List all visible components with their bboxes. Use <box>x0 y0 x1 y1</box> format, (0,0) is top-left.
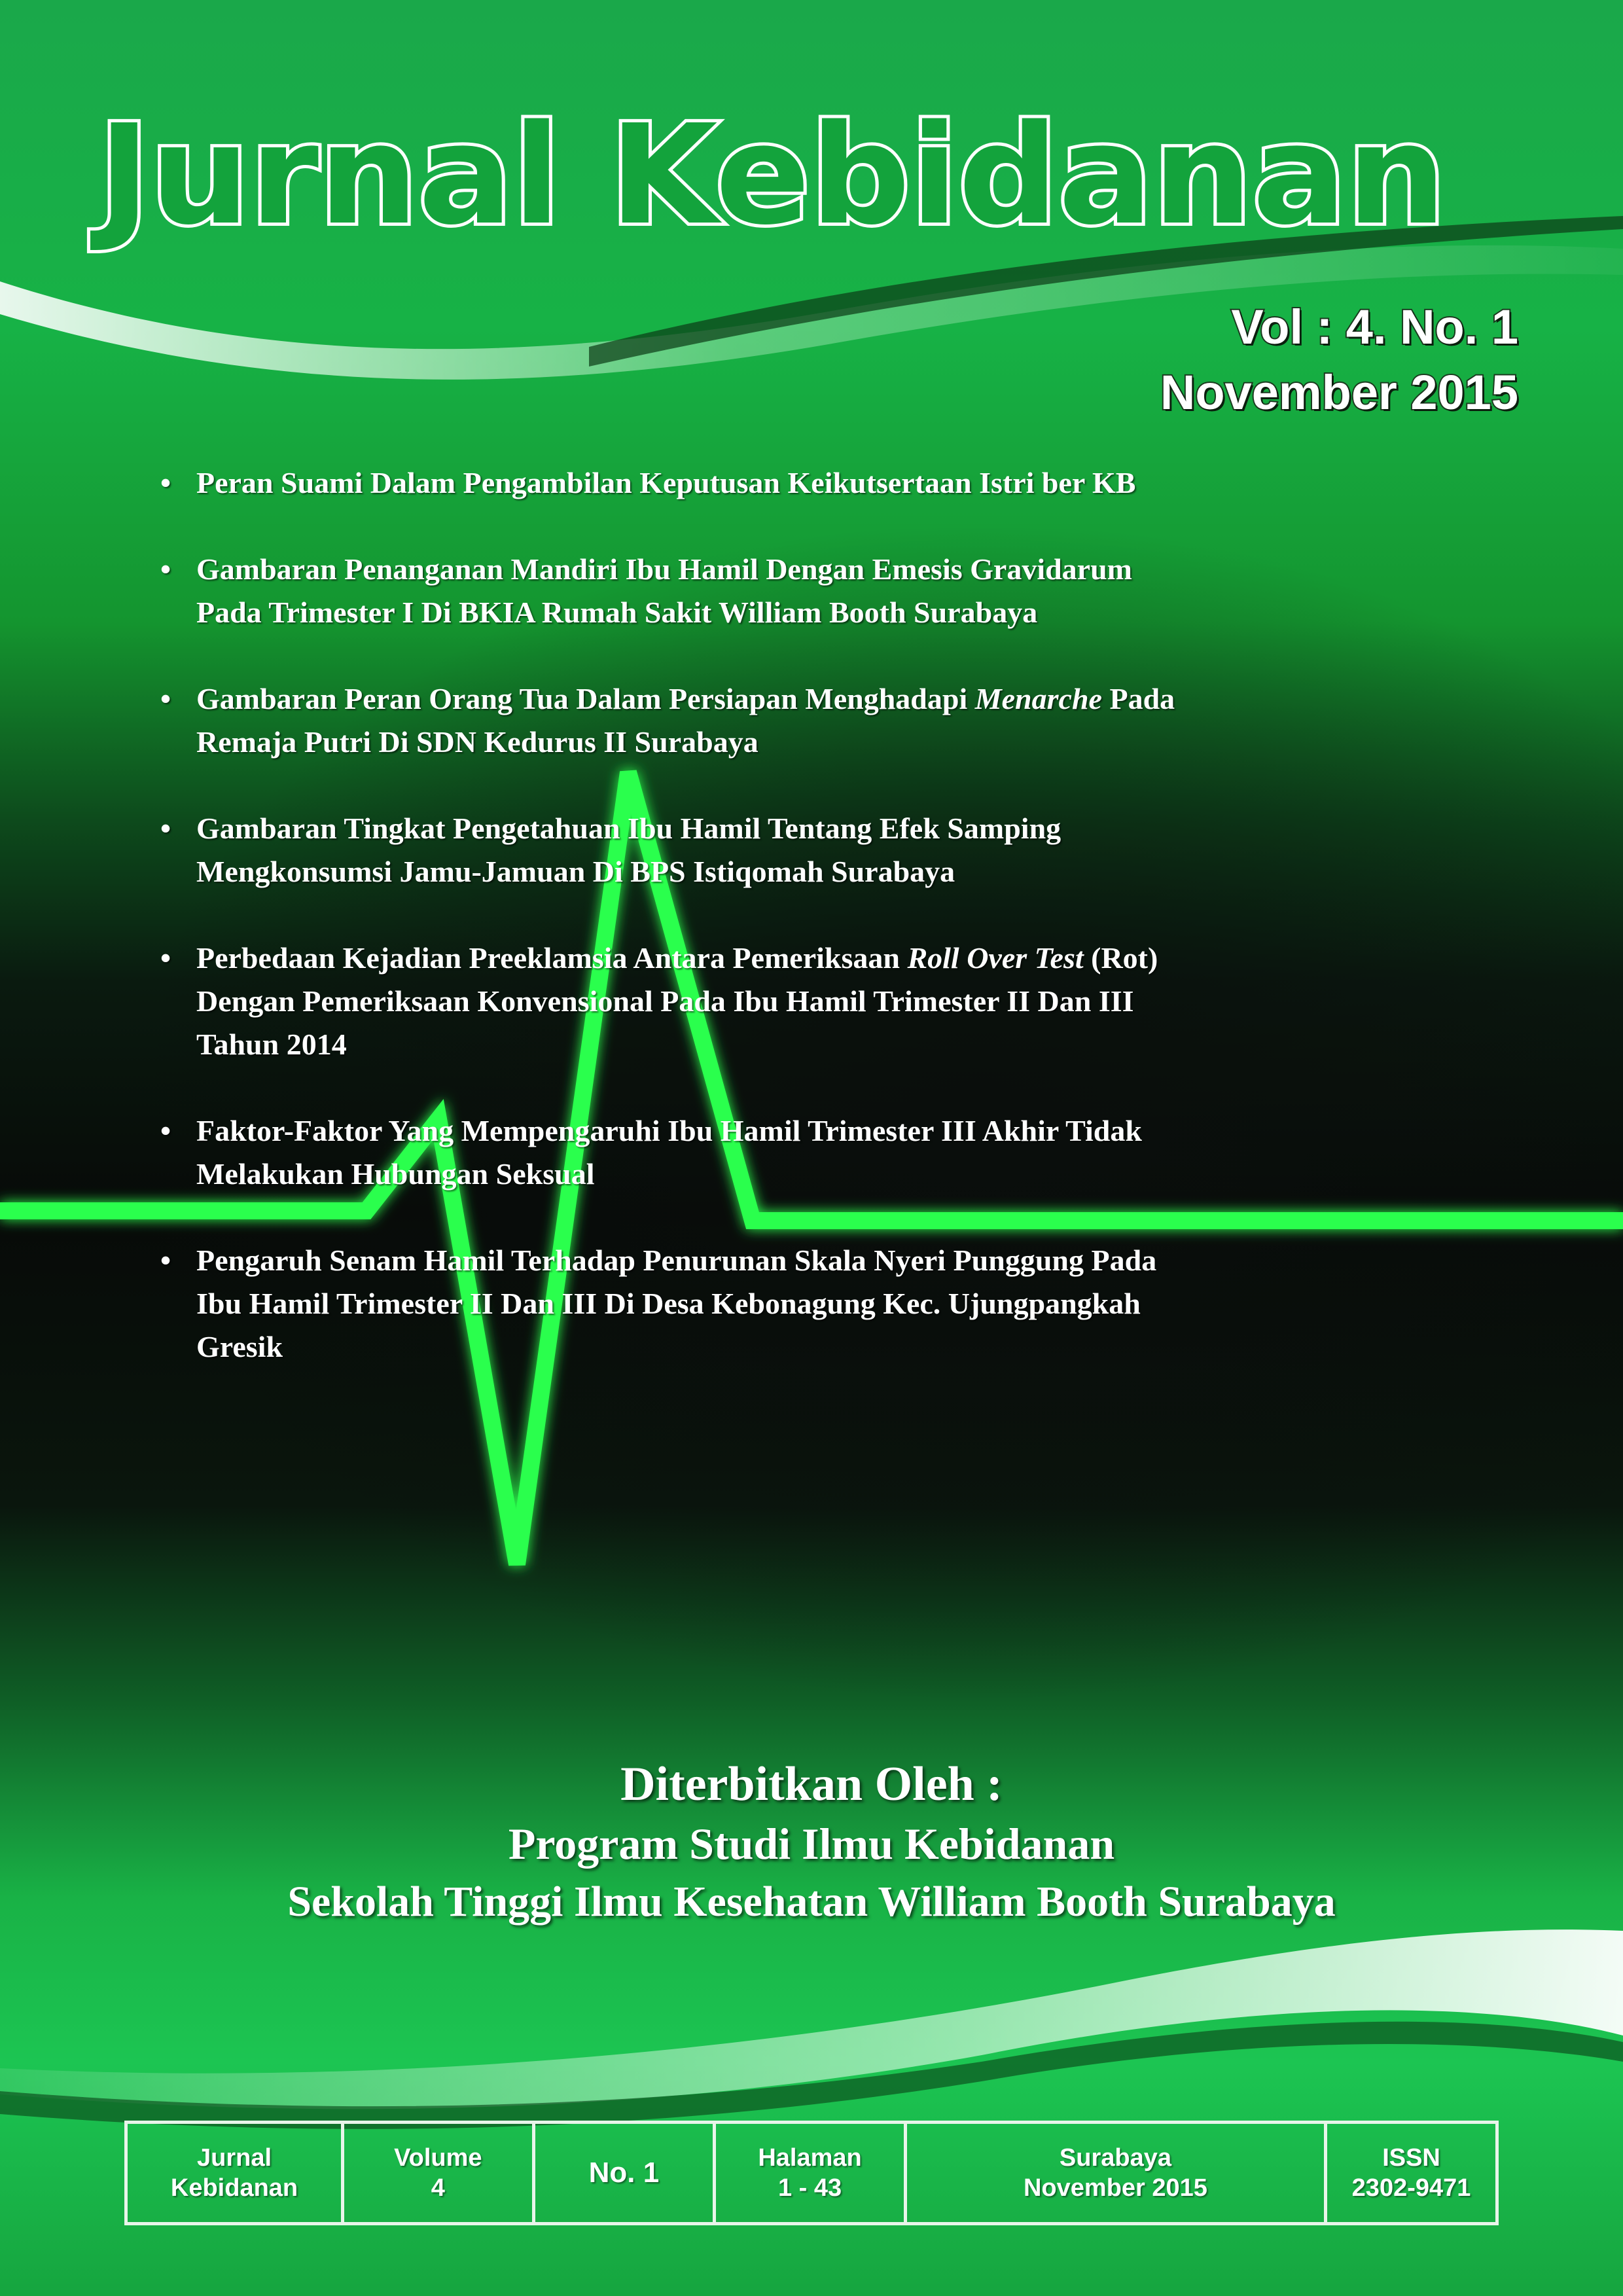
bullet-icon: • <box>160 941 171 975</box>
article-title-line: Faktor-Faktor Yang Mempengaruhi Ibu Hamil Trimester III Akhir Tidak <box>196 1114 1142 1147</box>
article-title-line: Gambaran Penanganan Mandiri Ibu Hamil Dengan Emesis Gravidarum <box>196 552 1132 586</box>
bottom-swoosh <box>0 1929 1623 2109</box>
article-title-line: Gambaran Peran Orang Tua Dalam Persiapan Menghadapi Menarche Pada <box>196 682 1175 715</box>
article-item[interactable] <box>160 677 1479 764</box>
info-bar <box>124 2121 1499 2225</box>
article-title-line: Pada Trimester I Di BKIA Rumah Sakit William Booth Surabaya <box>196 596 1038 629</box>
info-cell-journal: Jurnal Kebidanan <box>128 2124 344 2222</box>
bullet-icon: • <box>160 1114 171 1147</box>
article-title-line: Tahun 2014 <box>196 1028 347 1061</box>
article-title-line: Dengan Pemeriksaan Konvensional Pada Ibu Hamil Trimester II Dan III <box>196 984 1134 1018</box>
article-title-line: Perbedaan Kejadian Preeklamsia Antara Pemeriksaan Roll Over Test (Rot) <box>196 941 1158 975</box>
article-italic-term: Roll Over Test <box>907 941 1084 975</box>
article-italic-term: Menarche <box>974 682 1102 715</box>
issue-date: November 2015 <box>1160 365 1518 420</box>
article-item[interactable] <box>160 461 1479 505</box>
article-title-line: Mengkonsumsi Jamu-Jamuan Di BPS Istiqomah Surabaya <box>196 855 955 888</box>
bullet-icon: • <box>160 1244 171 1277</box>
publisher-block <box>0 1754 1623 1931</box>
info-cell-volume: Volume 4 <box>344 2124 535 2222</box>
publisher-program: Program Studi Ilmu Kebidanan <box>508 1819 1115 1869</box>
journal-title-text: Jurnal Kebidanan <box>90 95 1447 255</box>
info-cell-pages: Halaman 1 - 43 <box>716 2124 907 2222</box>
article-item[interactable] <box>160 807 1479 893</box>
article-title-line: Pengaruh Senam Hamil Terhadap Penurunan Skala Nyeri Punggung Pada <box>196 1244 1157 1277</box>
article-title-line: Gambaran Tingkat Pengetahuan Ibu Hamil Tentang Efek Samping <box>196 812 1061 845</box>
article-title-line: Remaja Putri Di SDN Kedurus II Surabaya <box>196 725 758 759</box>
info-cell-issn: ISSN 2302-9471 <box>1351 2144 1471 2202</box>
article-list <box>160 461 1479 1412</box>
info-cell-number: No. 1 <box>535 2124 717 2222</box>
article-title-line: Peran Suami Dalam Pengambilan Keputusan Keikutsertaan Istri ber KB <box>196 466 1136 499</box>
article-title-line: Ibu Hamil Trimester II Dan III Di Desa Kebonagung Kec. Ujungpangkah <box>196 1287 1141 1320</box>
article-title-line: Gresik <box>196 1330 283 1363</box>
bullet-icon: • <box>160 812 171 845</box>
publisher-label: Diterbitkan Oleh : <box>620 1757 1003 1811</box>
bullet-icon: • <box>160 682 171 715</box>
article-title-line: Melakukan Hubungan Seksual <box>196 1157 595 1191</box>
article-item[interactable] <box>160 1239 1479 1369</box>
journal-title <box>0 79 1623 262</box>
issue-info <box>1160 295 1518 425</box>
publisher-institution: Sekolah Tinggi Ilmu Kesehatan William Booth Surabaya <box>287 1878 1336 1926</box>
bullet-icon: • <box>160 552 171 586</box>
bullet-icon: • <box>160 466 171 499</box>
info-cell-place-date: Surabaya November 2015 <box>907 2124 1327 2222</box>
volume-number: Vol : 4. No. 1 <box>1231 300 1518 354</box>
article-item[interactable] <box>160 548 1479 634</box>
article-item[interactable] <box>160 937 1479 1066</box>
article-item[interactable] <box>160 1109 1479 1196</box>
